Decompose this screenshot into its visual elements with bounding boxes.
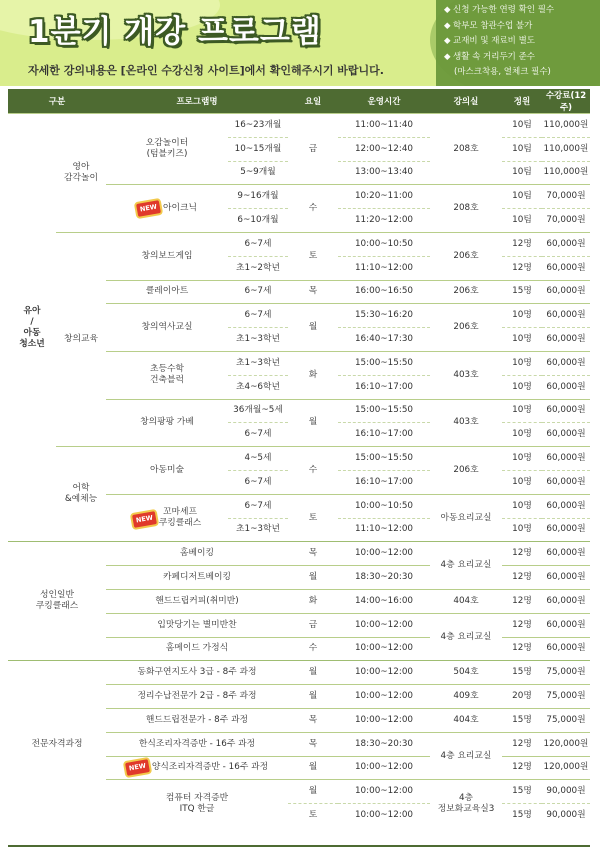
day-cell: 월: [288, 304, 338, 352]
capacity-cell: 10팀: [502, 114, 542, 138]
capacity-cell: 10명: [502, 304, 542, 328]
program-name: NEW 아이크닉: [106, 185, 228, 233]
title-banner: [0, 0, 600, 86]
subcategory-creative: 창의교육: [56, 232, 106, 446]
day-cell: 월: [288, 756, 338, 780]
fee-cell: 60,000원: [542, 304, 590, 328]
day-cell: 월: [288, 566, 338, 590]
category-professional: 전문자격과정: [8, 661, 106, 827]
capacity-cell: 15명: [502, 804, 542, 827]
subcategory-infant: 영아 감각놀이: [56, 114, 106, 233]
age-cell: 6~7세: [228, 304, 288, 328]
day-cell: 토: [288, 232, 338, 280]
day-cell: 목: [288, 542, 338, 566]
time-cell: 10:00~12:00: [338, 542, 430, 566]
time-cell: 10:00~10:50: [338, 494, 430, 518]
age-cell: 16~23개월: [228, 114, 288, 138]
capacity-cell: 10명: [502, 447, 542, 471]
time-cell: 11:10~12:00: [338, 256, 430, 280]
table-bottom-border: [8, 845, 590, 847]
program-name: NEW 양식조리자격증반 - 16주 과정: [106, 756, 288, 780]
notice-item: (마스크착용, 열체크 필수): [454, 67, 551, 77]
room-cell: 206호: [430, 280, 502, 304]
time-cell: 13:00~13:40: [338, 161, 430, 185]
day-cell: 화: [288, 589, 338, 613]
day-cell: 금: [288, 114, 338, 185]
program-name: 컴퓨터 자격증반 ITQ 한글: [106, 780, 288, 827]
capacity-cell: 15명: [502, 780, 542, 804]
bullet-icon: ◆: [444, 5, 451, 15]
fee-cell: 90,000원: [542, 804, 590, 827]
notice-item: ◆ 신청 가능한 연령 확인 필수: [444, 3, 600, 19]
day-cell: 월: [288, 685, 338, 709]
new-badge: NEW: [125, 760, 150, 777]
program-name: 한식조리자격증반 - 16주 과정: [106, 732, 288, 756]
page-title: 1분기 개강 프로그램: [28, 14, 322, 50]
room-cell: 403호: [430, 399, 502, 447]
age-cell: 4~5세: [228, 447, 288, 471]
time-cell: 11:20~12:00: [338, 209, 430, 233]
room-cell: 208호: [430, 185, 502, 233]
time-cell: 10:00~10:50: [338, 232, 430, 256]
time-cell: 18:30~20:30: [338, 732, 430, 756]
capacity-cell: 20명: [502, 685, 542, 709]
time-cell: 15:00~15:50: [338, 447, 430, 471]
room-cell: 404호: [430, 589, 502, 613]
capacity-cell: 12명: [502, 613, 542, 637]
bullet-icon: ◆: [444, 20, 451, 31]
table-row: [8, 542, 590, 566]
fee-cell: 60,000원: [542, 566, 590, 590]
time-cell: 18:30~20:30: [338, 566, 430, 590]
new-badge: NEW: [136, 200, 161, 217]
fee-cell: 75,000원: [542, 661, 590, 685]
col-day: 요일: [288, 89, 338, 114]
time-cell: 15:00~15:50: [338, 351, 430, 375]
capacity-cell: 12명: [502, 566, 542, 590]
capacity-cell: 10명: [502, 351, 542, 375]
program-name: 핸드드립전문가 - 8주 과정: [106, 708, 288, 732]
age-cell: 초4~6학년: [228, 375, 288, 399]
fee-cell: 110,000원: [542, 161, 590, 185]
day-cell: 토: [288, 804, 338, 827]
time-cell: 15:30~16:20: [338, 304, 430, 328]
category-youth: 유아 / 아동 청소년: [8, 114, 56, 542]
time-cell: 12:00~12:40: [338, 137, 430, 161]
fee-cell: 70,000원: [542, 209, 590, 233]
fee-cell: 60,000원: [542, 589, 590, 613]
fee-cell: 120,000원: [542, 732, 590, 756]
fee-cell: 60,000원: [542, 328, 590, 352]
capacity-cell: 10팀: [502, 185, 542, 209]
program-name: 창의보드게임: [106, 232, 228, 280]
time-cell: 10:00~12:00: [338, 804, 430, 827]
fee-cell: 60,000원: [542, 423, 590, 447]
capacity-cell: 10팀: [502, 161, 542, 185]
program-name: 창의팡팡 가베: [106, 399, 228, 447]
capacity-cell: 15명: [502, 708, 542, 732]
fee-cell: 60,000원: [542, 518, 590, 542]
age-cell: 6~7세: [228, 280, 288, 304]
fee-cell: 60,000원: [542, 232, 590, 256]
time-cell: 10:00~12:00: [338, 708, 430, 732]
room-cell: 206호: [430, 304, 502, 352]
time-cell: 10:00~12:00: [338, 613, 430, 637]
time-cell: 10:00~12:00: [338, 637, 430, 661]
room-cell: 404호: [430, 708, 502, 732]
room-cell: 4층 요리교실: [430, 732, 502, 780]
time-cell: 11:00~11:40: [338, 114, 430, 138]
day-cell: 화: [288, 351, 338, 399]
capacity-cell: 10팀: [502, 137, 542, 161]
capacity-cell: 12명: [502, 232, 542, 256]
capacity-cell: 10명: [502, 399, 542, 423]
day-cell: 목: [288, 280, 338, 304]
time-cell: 11:10~12:00: [338, 518, 430, 542]
time-cell: 15:00~15:50: [338, 399, 430, 423]
capacity-cell: 10명: [502, 518, 542, 542]
fee-cell: 60,000원: [542, 613, 590, 637]
day-cell: 목: [288, 732, 338, 756]
age-cell: 6~7세: [228, 423, 288, 447]
capacity-cell: 15명: [502, 280, 542, 304]
capacity-cell: 10명: [502, 328, 542, 352]
day-cell: 수: [288, 447, 338, 495]
room-cell: 206호: [430, 232, 502, 280]
capacity-cell: 15명: [502, 661, 542, 685]
program-name: 오감놀이터 (텀블키즈): [106, 114, 228, 185]
capacity-cell: 12명: [502, 732, 542, 756]
fee-cell: 120,000원: [542, 756, 590, 780]
time-cell: 10:00~12:00: [338, 780, 430, 804]
col-fee: 수강료(12주): [542, 89, 590, 114]
time-cell: 16:40~17:30: [338, 328, 430, 352]
fee-cell: 60,000원: [542, 637, 590, 661]
col-program: 프로그램명: [106, 89, 288, 114]
room-cell: 4층 요리교실: [430, 542, 502, 590]
fee-cell: 60,000원: [542, 280, 590, 304]
capacity-cell: 12명: [502, 542, 542, 566]
room-cell: 206호: [430, 447, 502, 495]
day-cell: 월: [288, 780, 338, 804]
table-row: [8, 447, 590, 471]
room-cell: 409호: [430, 685, 502, 709]
room-cell: 208호: [430, 114, 502, 185]
program-table: [8, 89, 590, 827]
col-category: 구분: [8, 89, 106, 114]
time-cell: 16:10~17:00: [338, 470, 430, 494]
day-cell: 금: [288, 613, 338, 637]
room-cell: 4층 요리교실: [430, 613, 502, 661]
program-name: 초등수학 건축블럭: [106, 351, 228, 399]
new-badge: NEW: [132, 511, 157, 528]
age-cell: 6~7세: [228, 494, 288, 518]
day-cell: 토: [288, 494, 338, 542]
col-capacity: 정원: [502, 89, 542, 114]
fee-cell: 110,000원: [542, 114, 590, 138]
fee-cell: 60,000원: [542, 542, 590, 566]
program-name: 창의역사교실: [106, 304, 228, 352]
fee-cell: 75,000원: [542, 708, 590, 732]
fee-cell: 60,000원: [542, 470, 590, 494]
table-header-row: [8, 89, 590, 114]
age-cell: 초1~3학년: [228, 351, 288, 375]
col-time: 운영시간: [338, 89, 430, 114]
age-cell: 10~15개월: [228, 137, 288, 161]
day-cell: 목: [288, 708, 338, 732]
age-cell: 6~7세: [228, 470, 288, 494]
day-cell: 수: [288, 185, 338, 233]
capacity-cell: 12명: [502, 256, 542, 280]
table-row: [8, 232, 590, 256]
age-cell: 초1~3학년: [228, 328, 288, 352]
time-cell: 16:10~17:00: [338, 375, 430, 399]
table-row: [8, 114, 590, 138]
capacity-cell: 10명: [502, 423, 542, 447]
time-cell: 16:10~17:00: [338, 423, 430, 447]
time-cell: 10:00~12:00: [338, 661, 430, 685]
subcategory-language-arts: 어학 &예체능: [56, 447, 106, 542]
notice-item: ◆ 생활 속 거리두기 준수: [444, 50, 600, 66]
age-cell: 5~9개월: [228, 161, 288, 185]
program-name: 핸드드립커피(취미반): [106, 589, 288, 613]
room-cell: 403호: [430, 351, 502, 399]
col-room: 강의실: [430, 89, 502, 114]
notice-item: ◆ 학부모 참관수업 불가: [444, 19, 600, 35]
capacity-cell: 10명: [502, 375, 542, 399]
day-cell: 수: [288, 637, 338, 661]
time-cell: 10:00~12:00: [338, 756, 430, 780]
fee-cell: 60,000원: [542, 256, 590, 280]
room-cell: 아동요리교실: [430, 494, 502, 542]
fee-cell: 70,000원: [542, 185, 590, 209]
age-cell: 9~16개월: [228, 185, 288, 209]
age-cell: 6~7세: [228, 232, 288, 256]
fee-cell: 60,000원: [542, 494, 590, 518]
program-name: 홈베이킹: [106, 542, 288, 566]
age-cell: 6~10개월: [228, 209, 288, 233]
fee-cell: 110,000원: [542, 137, 590, 161]
capacity-cell: 10팀: [502, 209, 542, 233]
time-cell: 10:00~12:00: [338, 685, 430, 709]
age-cell: 36개월~5세: [228, 399, 288, 423]
bullet-icon: ◆: [444, 51, 451, 62]
program-name: NEW꼬마셰프 쿠킹클래스: [106, 494, 228, 542]
program-name: 아동미술: [106, 447, 228, 495]
fee-cell: 75,000원: [542, 685, 590, 709]
capacity-cell: 10명: [502, 494, 542, 518]
program-name: 정리수납전문가 2급 - 8주 과정: [106, 685, 288, 709]
room-cell: 4층 정보화교육실3: [430, 780, 502, 827]
day-cell: 월: [288, 399, 338, 447]
notice-item: ◆ 교재비 및 재료비 별도: [444, 34, 600, 50]
age-cell: 초1~2학년: [228, 256, 288, 280]
bullet-icon: ◆: [444, 36, 451, 46]
program-name: 홈메이드 가정식: [106, 637, 288, 661]
capacity-cell: 12명: [502, 589, 542, 613]
fee-cell: 60,000원: [542, 447, 590, 471]
capacity-cell: 10명: [502, 470, 542, 494]
day-cell: 월: [288, 661, 338, 685]
fee-cell: 60,000원: [542, 351, 590, 375]
program-name: 입맛당기는 별미반찬: [106, 613, 288, 637]
table-row: [8, 661, 590, 685]
time-cell: 14:00~16:00: [338, 589, 430, 613]
room-cell: 504호: [430, 661, 502, 685]
time-cell: 16:00~16:50: [338, 280, 430, 304]
category-adult-cooking: 성인일반 쿠킹클래스: [8, 542, 106, 661]
fee-cell: 60,000원: [542, 399, 590, 423]
program-name: 카페디저트베이킹: [106, 566, 288, 590]
page-subtitle: 자세한 강의내용은 [온라인 수강신청 사이트]에서 확인해주시기 바랍니다.: [28, 64, 384, 77]
notice-box: [436, 0, 600, 86]
age-cell: 초1~3학년: [228, 518, 288, 542]
time-cell: 10:20~11:00: [338, 185, 430, 209]
capacity-cell: 12명: [502, 756, 542, 780]
program-name: 동화구연지도사 3급 - 8주 과정: [106, 661, 288, 685]
program-name: 클레이아트: [106, 280, 228, 304]
fee-cell: 90,000원: [542, 780, 590, 804]
capacity-cell: 12명: [502, 637, 542, 661]
fee-cell: 60,000원: [542, 375, 590, 399]
